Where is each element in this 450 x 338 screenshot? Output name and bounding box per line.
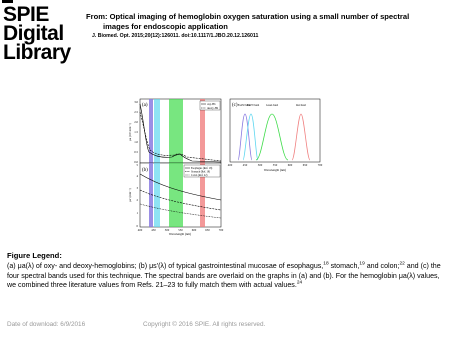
band-label-ex470: Ex470 band	[246, 104, 260, 107]
band-label-ex450: Ex450 band	[237, 104, 251, 107]
ytick: 1	[136, 211, 138, 215]
article-title-line1: From: Optical imaging of hemoglobin oxygen saturation using a small number of spectral	[86, 12, 410, 21]
panel-a-ylabel: µa (10³ mm⁻¹)	[128, 123, 132, 141]
logo-line: SPIE	[3, 3, 49, 26]
legend-esophagus: Esophagus (Ref. 18)	[191, 167, 213, 170]
panel-a-yticks	[134, 100, 138, 164]
legend-text-part: and (c) the four spectral bands used for this technique. The spectral bands are overlaid on the graphs in (a) and (b). For the hemoglobin μa(λ) values, we combined three literature values from Refs. 21–23 to fully match them with actual values.	[7, 262, 441, 290]
footer	[7, 321, 447, 328]
xtick: 650	[205, 228, 210, 232]
panel-b-legend	[184, 165, 220, 177]
xtick: 700	[317, 163, 323, 167]
ytick: 0.5	[134, 150, 138, 154]
article-title-line2: images for endoscopic application	[103, 22, 228, 31]
xtick: 450	[151, 228, 156, 232]
panel-b	[128, 163, 224, 236]
cyan-band	[154, 99, 160, 163]
ytick: 3.0	[134, 100, 138, 104]
legend-ref[interactable]: 19	[359, 261, 365, 267]
figure-image	[128, 92, 323, 236]
legend-colon: Colon (Ref. 22)	[191, 174, 208, 177]
xtick: 550	[178, 228, 183, 232]
figure-legend-text	[7, 262, 450, 291]
cyan-band	[154, 163, 160, 227]
ytick: 1.0	[134, 140, 138, 144]
download-date: Date of download: 6/9/2016	[7, 321, 86, 328]
xtick: 500	[164, 228, 170, 232]
ytick: 1.5	[134, 130, 138, 134]
logo-line: Library	[3, 41, 71, 64]
legend-deoxy: deoxy-Hb	[207, 107, 219, 110]
xtick: 550	[272, 163, 278, 167]
xtick: 600	[287, 163, 293, 167]
xtick: 650	[302, 163, 308, 167]
ytick: 2	[136, 198, 138, 202]
article-citation[interactable]: J. Biomed. Opt. 2015;20(12):126011. doi:10.1117/1.JBO.20.12.126011	[92, 33, 259, 39]
legend-oxy: oxy-Hb	[207, 103, 216, 106]
legend-stomach: Stomach (Ref. 19)	[191, 170, 211, 174]
panel-c-label: (c)	[232, 103, 238, 108]
xtick: 400	[137, 228, 143, 232]
band-label-red: Red band	[296, 104, 306, 107]
logo-line: Digital	[3, 22, 64, 45]
ytick: 2.5	[134, 110, 138, 114]
article-title	[86, 12, 436, 32]
panel-a-label: (a)	[142, 103, 148, 108]
panel-b-label: (b)	[142, 168, 148, 173]
xtick: 400	[227, 163, 233, 167]
ytick: 3	[136, 186, 138, 190]
ytick: 4	[136, 174, 138, 178]
legend-ref[interactable]: 24	[296, 280, 303, 286]
legend-text-part: stomach,	[328, 262, 360, 270]
green-band	[169, 163, 183, 227]
figure-legend-heading: Figure Legend:	[7, 251, 62, 260]
ytick: 5	[136, 163, 138, 167]
legend-text-part: (a) μa(λ) of oxy- and deoxy-hemoglobins; (b) μs'(λ) of typical gastrointestinal mucosae of esophagus,	[7, 262, 324, 270]
panel-c-xticks	[228, 163, 323, 167]
xtick: 600	[191, 228, 197, 232]
panel-c-xlabel: Wavelength (nm)	[263, 168, 287, 172]
band-label-green: Green band	[265, 104, 279, 107]
panel-a	[128, 99, 221, 164]
legend-ref[interactable]: 22	[399, 261, 405, 267]
xtick: 700	[218, 228, 224, 232]
panel-b-yticks	[137, 163, 139, 228]
panel-b-ylabel: µs' (mm⁻¹)	[128, 188, 132, 202]
legend-text-part: and colon;	[364, 262, 400, 270]
panel-a-legend	[200, 101, 220, 110]
ytick: 0.0	[134, 160, 138, 164]
ytick: 0	[136, 224, 138, 228]
ytick: 2.0	[134, 120, 138, 124]
xtick: 500	[257, 163, 263, 167]
xtick: 450	[242, 163, 248, 167]
panel-c	[228, 99, 323, 172]
green-band	[169, 99, 183, 163]
legend-ref[interactable]: 18	[323, 261, 329, 267]
copyright-notice: Copyright © 2016 SPIE. All rights reserved.	[143, 321, 266, 328]
spie-digital-library-logo[interactable]	[3, 5, 71, 62]
panel-ab-xlabel: Wavelength (nm)	[168, 232, 192, 236]
